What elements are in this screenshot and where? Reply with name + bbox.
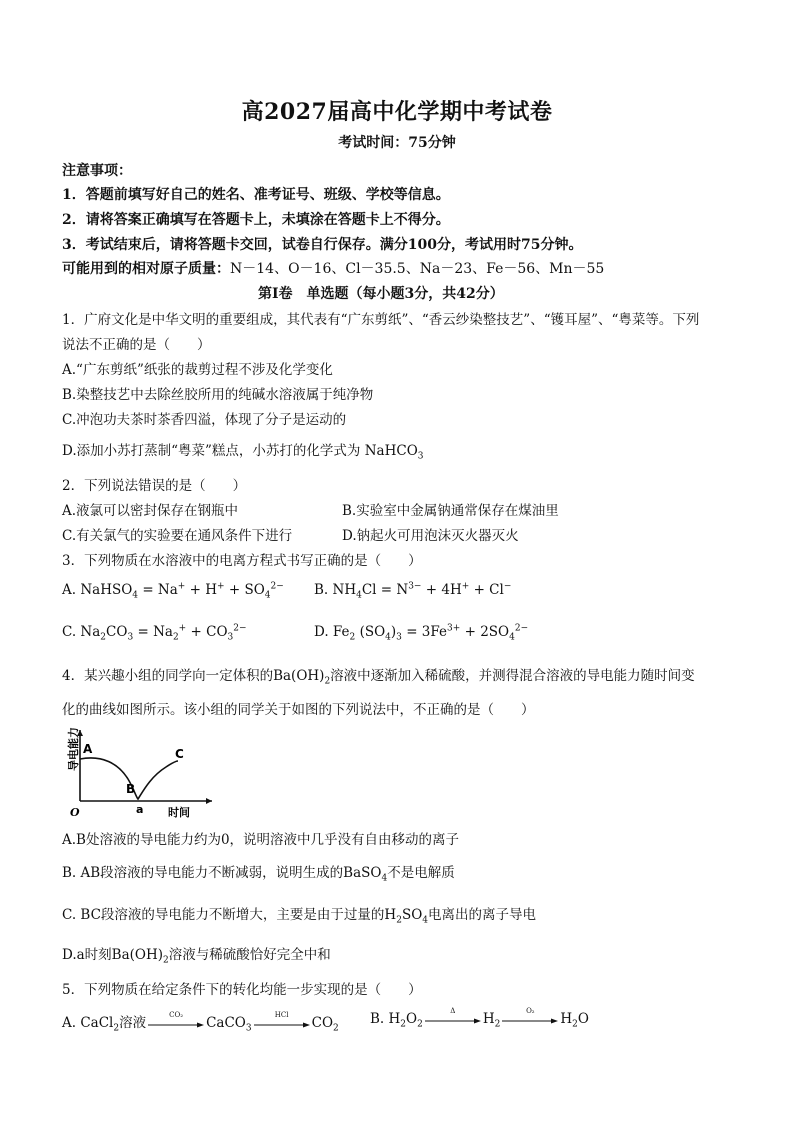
q2-option-d: D.钠起火可用泡沫灭火器灭火 (342, 528, 519, 544)
reaction-arrow: CO₂ (148, 1016, 204, 1032)
q1-option-a: A.“广东剪纸”纸张的裁剪过程不涉及化学变化 (62, 362, 333, 378)
x-axis-arrow (206, 798, 212, 804)
q5-option-a: A. CaCl$_2$溶液 CO₂ CaCO$_3$ HCl $CO_2$ (62, 1010, 339, 1034)
q4-option-c: C. BC段溶液的导电能力不断增大，主要是由于过量的$H_2SO_4$电离出的离子导电 (62, 907, 537, 926)
q4-stem-line2: 化的曲线如图所示。该小组的同学关于如图的下列说法中，不正确的是（ ） (62, 702, 535, 718)
point-c-label: C (175, 747, 184, 761)
q3-option-b: B. $NH_4Cl = N^{3-} + 4H^+ + Cl^-$ (314, 581, 512, 601)
atomic-mass-label: 可能用到的相对原子质量： (62, 261, 230, 277)
notice-item-1: 1．答题前填写好自己的姓名、准考证号、班级、学校等信息。 (62, 187, 450, 203)
q5-stem: 5．下列物质在给定条件下的转化均能一步实现的是（ ） (62, 982, 422, 998)
q4-stem-line1: 4．某兴趣小组的同学向一定体积的$Ba(OH)_2$溶液中逐渐加入稀硫酸，并测得混合溶液的导电能力随时间变 (62, 668, 695, 687)
q4-option-b: B. AB段溶液的导电能力不断减弱，说明生成的BaSO$_4$不是电解质 (62, 865, 455, 884)
q3-option-a: A. NaHSO$_4$ = $Na^+ + H^+ + SO_4^{2-}$ (62, 581, 284, 601)
q5-option-b: B. $H_2O_2$ Δ $H_2$ O₂ $H_2O$ (370, 1006, 589, 1030)
x-axis-label: 时间 (168, 806, 190, 819)
notice-item-2: 2．请将答案正确填写在答题卡上，未填涂在答题卡上不得分。 (62, 212, 450, 228)
q1-option-c: C.冲泡功夫茶时茶香四溢，体现了分子是运动的 (62, 412, 347, 428)
exam-duration: 考试时间：75分钟 (338, 135, 456, 151)
q2-option-a: A.液氯可以密封保存在钢瓶中 (62, 503, 239, 519)
q2-option-c: C.有关氯气的实验要在通风条件下进行 (62, 528, 293, 544)
q3-option-c: C. $Na_2CO_3 = Na_2^+ + CO_3^{2-}$ (62, 623, 247, 643)
q1-option-d: D.添加小苏打蒸制“粤菜”糕点，小苏打的化学式为 NaHCO$_3$ (62, 443, 424, 462)
y-axis-label: 导电能力 (67, 727, 80, 771)
reaction-arrow: Δ (425, 1012, 481, 1028)
q4-option-d: D.a时刻$Ba(OH)_2$溶液与稀硫酸恰好完全中和 (62, 947, 331, 966)
origin-label: O (70, 806, 80, 819)
point-b-label: B (126, 782, 136, 796)
q3-option-d: D. $Fe_2$ $(SO_4)_3 = 3Fe^{3+} + 2SO_4^{2-}$ (314, 623, 529, 643)
atomic-mass-line (62, 258, 604, 278)
point-a-label: A (83, 742, 93, 756)
section-title: 第I卷 单选题（每小题3分，共42分） (258, 286, 504, 302)
q1-stem-line1: 1．广府文化是中华文明的重要组成，其代表有“广东剪纸”、“香云纱染整技艺”、“镬耳屋”、“粤菜等。下列 (62, 312, 700, 328)
conductivity-curve-figure (62, 727, 218, 819)
time-a-label: a (136, 803, 144, 816)
reaction-arrow: HCl (254, 1016, 310, 1032)
atomic-mass-values: N－14、O－16、Cl－35.5、Na－23、Fe－56、Mn－55 (230, 261, 605, 277)
notice-item-3: 3．考试结束后，请将答题卡交回，试卷自行保存。满分100分，考试用时75分钟。 (62, 237, 583, 253)
q3-stem: 3．下列物质在水溶液中的电离方程式书写正确的是（ ） (62, 553, 422, 569)
q1-option-b: B.染整技艺中去除丝胶所用的纯碱水溶液属于纯净物 (62, 387, 374, 403)
q1-stem-line2: 说法不正确的是（ ） (62, 337, 211, 353)
q4-option-a: A.B处溶液的导电能力约为0，说明溶液中几乎没有自由移动的离子 (62, 832, 460, 848)
page-title: 高2027届高中化学期中考试卷 (241, 99, 553, 125)
notice-heading: 注意事项： (62, 163, 132, 179)
q2-option-b: B.实验室中金属钠通常保存在煤油里 (342, 503, 559, 519)
q2-stem: 2．下列说法错误的是（ ） (62, 478, 247, 494)
reaction-arrow: O₂ (502, 1012, 558, 1028)
